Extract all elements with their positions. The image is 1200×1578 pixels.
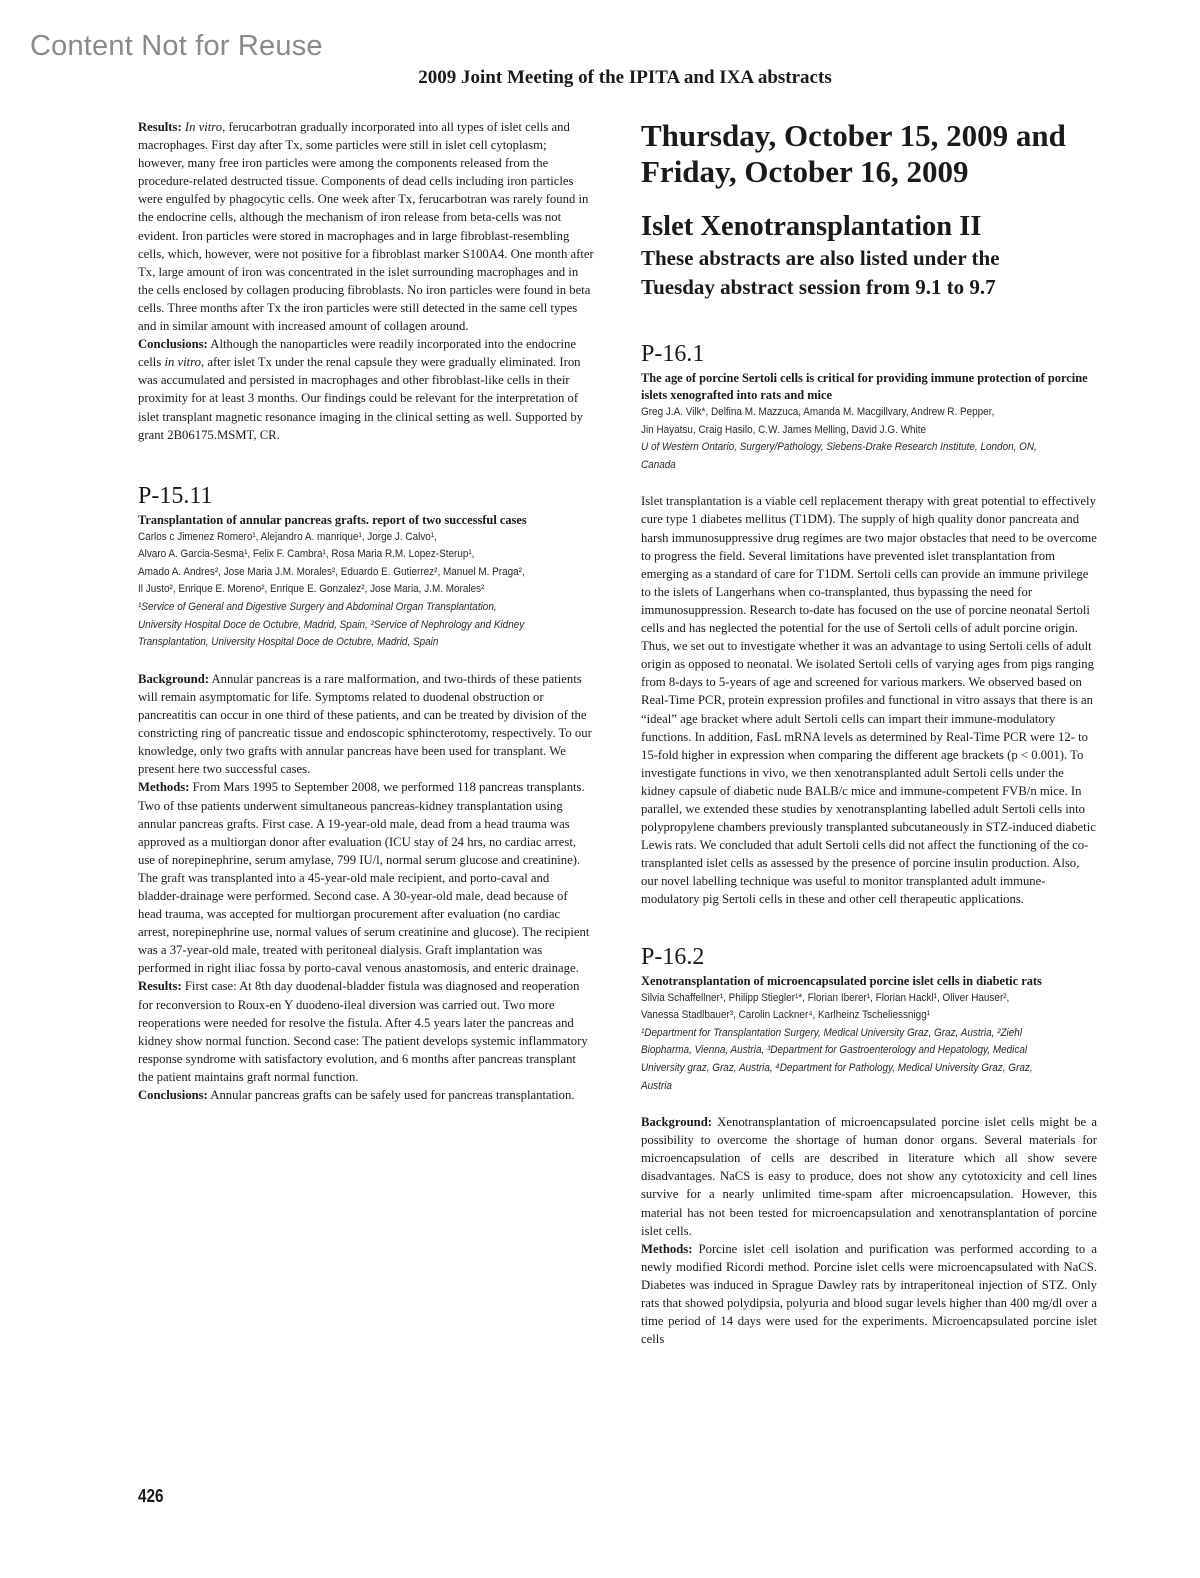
abstract-id: P-15.11 [138,482,213,509]
abstract-body [138,670,594,1104]
author-list [138,529,594,599]
results-italic: In vitro [184,120,223,134]
abstract-body [641,1113,1097,1348]
results-label: Results: [138,120,182,134]
methods-text: From Mars 1995 to September 2008, we performed 118 pancreas transplants. Two of thse patients underwent simultaneous pancreas-kidney transplantation using annular pancreas grafts. First case. A 19-year-old male, dead from a head trauma was approved as a multiorgan donor after evaluation (ICU stay of 24 hrs, no cardiac arrest, use of norepinephrine, serum amylase, 799 IU/l, normal serum glucose and creatinine). The graft was transplanted into a 45-year-old male recipient, and porto-caval and bladder-drainage were performed. Second case. A 30-year-old male, dead because of head trauma, was accepted for multiorgan procurement after evaluation (no cardiac arrest, norepinephrine use, normal values of serum creatinine and glucose). The recipient was a 37-year-old male, treated with peritoneal dialysis. Graft implantation was performed in right iliac fossa by porto-caval venous anastomosis, and enteric drainage. [138,780,590,976]
conclusions-text-b: , after islet Tx under the renal capsule they were gradually eliminated. Iron was accumulated and persisted in macrophages and other fibroblast-like cells in their proximity for at least 3 months. Our findings could be relevant for the interpretation of islet transplant magnetic resonance imaging in the clinical setting as well. Supported by grant 2B06175.MSMT, CR. [138,355,584,442]
conclusions-label: Conclusions: [138,337,208,352]
abstract-id: P-16.2 [641,943,705,970]
session-title: Islet Xenotransplantation II [641,211,982,242]
abstract-p-16-2 [641,943,1097,1349]
session-subtitle: These abstracts are also listed under the [641,246,1000,270]
affiliation-line: Canada [641,458,676,471]
abstract-title: Transplantation of annular pancreas grafts. report of two successful cases [138,512,527,527]
author-line: Greg J.A. Vilk*, Delfina M. Mazzuca, Amanda M. Macgillvary, Andrew R. Pepper, [641,406,995,418]
affiliation-list [138,599,594,652]
author-line: Jin Hayatsu, Craig Hasilo, C.W. James Melling, David J.G. White [641,423,927,436]
conclusions-label: Conclusions: [138,1088,208,1102]
abstract-title: The age of porcine Sertoli cells is critical for providing immune protection of porcine islets xenografted into rats and mice [641,371,1088,402]
methods-text: Porcine islet cell isolation and purification was performed according to a newly modified Ricordi method. Porcine islet cells were microencapsulated with NaCS. Diabetes was induced in Sprague Dawley rats by intraperitoneal injection of STZ. Only rats that showed polydipsia, polyuria and blood sugar levels higher than 400 mg/dl over a time period of 14 days were used for the experiments. Microencapsulated porcine islet cells [641,1241,1097,1347]
author-line: Silvia Schaffellner¹, Philipp Stiegler¹*, Florian Iberer¹, Florian Hackl¹, Oliver Hauser², [641,991,1010,1004]
watermark: Content Not for Reuse [30,30,323,62]
methods-label: Methods: [641,1241,693,1256]
author-line: Carlos c Jimenez Romero¹, Alejandro A. manrique¹, Jorge J. Calvo¹, [138,530,437,543]
background-text: Xenotransplantation of microencapsulated porcine islet cells might be a possibility to overcome the shortage of human donor organs. Several materials for microencapsulation of cells are described in literature which all show severe disadvantages. NaCS is easy to produce, does not show any cytotoxicity and cell lines survive for a nearly unlimited time-spam after microencapsulation. However, this material has not been tested for microencapsulation and xenotransplantation of porcine islet cells. [641,1115,1097,1238]
abstract-body: Islet transplantation is a viable cell replacement therapy with great potential to effectively cure type 1 diabetes mellitus (T1DM). The supply of high quality donor pancreata and harsh immunosuppressive drug regimes are two major obstacles that need to be overcome to progress the field. Several limitations have prevented islet transplantation from emerging as a standard of care for T1DM. Sertoli cells can provide an immune privilege to the islets of Langerhans when co-transplanted, thus bypassing the need for immunosuppression. Research to-date has focused on the use of porcine neonatal Sertoli cells and has neglected the potential for the use of Sertoli cells of adult porcine origin. Thus, we set out to investigate whether it was an advantage to using Sertoli cells of adult origin as opposed to neonatal. We isolated Sertoli cells of varying ages from pigs ranging from 8-days to 5-years of age and screened for various markers. We observed based on Real-Time PCR, protein expression profiles and functional in vitro assays that there is an “ideal” age bracket where adult Sertoli cells can impart their immune-modulatory functions. In addition, FasL mRNA levels as determined by Real-Time PCR were 12- to 15-fold higher in expression when comparing the different age brackets (p < 0.001). To investigate functions in vivo, we then xenotransplanted adult Sertoli cells under the kidney capsule of diabetic nude BALB/c mice and immune-competent FVB/n mice. In parallel, we extended these studies by xenotransplanting labelled adult Sertoli cells into polypropylene chambers previously transplanted subcutaneously in STZ-induced diabetic Lewis rats. We concluded that adult Sertoli cells did not affect the functioning of the co-transplanted islet cells as assessed by the presence of porcine insulin production. Also, our novel labelling technique was useful to monitor transplanted adult immune-modulatory pig Sertoli cells in these and other cell therapeutic applications. [641,494,1097,907]
methods-label: Methods: [138,780,190,795]
page-number: 426 [138,1486,164,1506]
affiliation-list [641,1025,1097,1095]
session-subtitle: Tuesday abstract session from 9.1 to 9.7 [641,275,996,299]
affiliation-line: ¹Service of General and Digestive Surgery and Abdominal Organ Transplantation, [138,601,497,614]
conclusions-text-a: Although the nanoparticles were readily incorporated into the endocrine cells [138,337,576,370]
author-line: Vanessa Stadlbauer³, Carolin Lackner⁴, Karlheinz Tscheliessnigg¹ [641,1009,931,1022]
results-text: , ferucarbotran gradually incorporated into all types of islet cells and macrophages. First day after Tx, some particles were still in islet cell cytoplasm; however, many free iron particles were among the components released from the procedure-related destructed tissue. Components of dead cells including iron particles were engulfed by phagocytic cells. One week after Tx, ferucarbotran was rarely found in the endocrine cells, although the mechanism of iron release from beta-cells was not evident. Iron particles were stored in macrophages and in large fibroblast-resembling cells, which, however, were not positive for a fibroblast marker S100A4. One month after Tx, large amount of iron was concentrated in the islet surrounding macrophages and in the cells enclosed by collagen producing fibroblasts. No iron particles were found in beta cells. Three months after Tx the iron particles were still detected in the same cell types and in similar amount with increased amount of collagen around. [138,120,594,334]
abstract-p-15-11 [138,482,594,1104]
author-list [641,990,1097,1025]
affiliation-line: Biopharma, Vienna, Austria, ³Department for Gastroenterology and Hepatology, Medical [641,1044,1028,1057]
author-line: Il Justo², Enrique E. Moreno², Enrique E. Gonzalez², Jose Maria, J.M. Morales² [138,583,485,596]
running-head: 2009 Joint Meeting of the IPITA and IXA abstracts [418,67,832,88]
continued-abstract [138,118,594,444]
right-column [641,118,1097,1348]
author-list [641,404,1097,439]
background-label: Background: [641,1115,712,1130]
affiliation-line: Austria [641,1079,672,1092]
abstract-title: Xenotransplantation of microencapsulated porcine islet cells in diabetic rats [641,973,1042,988]
affiliation-line: Transplantation, University Hospital Doce de Octubre, Madrid, Spain [138,636,439,649]
results-label: Results: [138,979,182,994]
day-heading: Thursday, October 15, 2009 and [641,118,1066,153]
background-text: Annular pancreas is a rare malformation, and two-thirds of these patients will remain asymptomatic for life. Symptoms related to duodenal obstruction or pancreatitis can occur in one third of these patients, and can be treated by division of the constricting ring of pancreatic tissue and endoscopic sphincterotomy, respectively. To our knowledge, only two grafts with annular pancreas have been used for transplant. We present here two successful cases. [138,671,592,777]
abstract-p-16-1 [641,340,1097,909]
affiliation-line: U of Western Ontario, Surgery/Pathology, Siebens-Drake Research Institute, London, ON, [641,441,1037,454]
conclusions-italic: in vitro [164,355,201,370]
left-column [138,118,594,1104]
affiliation-line: ¹Department for Transplantation Surgery, Medical University Graz, Graz, Austria, ²Ziehl [641,1026,1023,1039]
author-line: Alvaro A. Garcia-Sesma¹, Felix F. Cambra¹, Rosa Maria R.M. Lopez-Sterup¹, [138,548,475,561]
author-line: Amado A. Andres², Jose Maria J.M. Morales², Eduardo E. Gutierrez², Manuel M. Praga², [138,565,525,578]
day-heading: Friday, October 16, 2009 [641,154,969,189]
abstract-id: P-16.1 [641,341,705,367]
affiliation-line: University Hospital Doce de Octubre, Madrid, Spain, ²Service of Nephrology and Kidney [138,618,525,631]
conclusions-text: Annular pancreas grafts can be safely used for pancreas transplantation. [207,1088,575,1102]
results-text: First case: At 8th day duodenal-bladder fistula was diagnosed and reoperation for reconversion to Roux-en Y duodeno-ileal diversion was carried out. Two more reoperations were needed for resolve the fistula. After 4.5 years later the pancreas and kidney show normal function. Second case: The patient develops systemic inflammatory response syndrome with satisfactory evolution, and 6 months after pancreas transplant the patient maintains graft normal function. [138,979,588,1084]
background-label: Background: [138,671,209,686]
affiliation-line: University graz, Graz, Austria, ⁴Department for Pathology, Medical University Graz, Graz, [641,1061,1033,1074]
affiliation-list [641,439,1097,474]
session-header [641,118,1097,302]
